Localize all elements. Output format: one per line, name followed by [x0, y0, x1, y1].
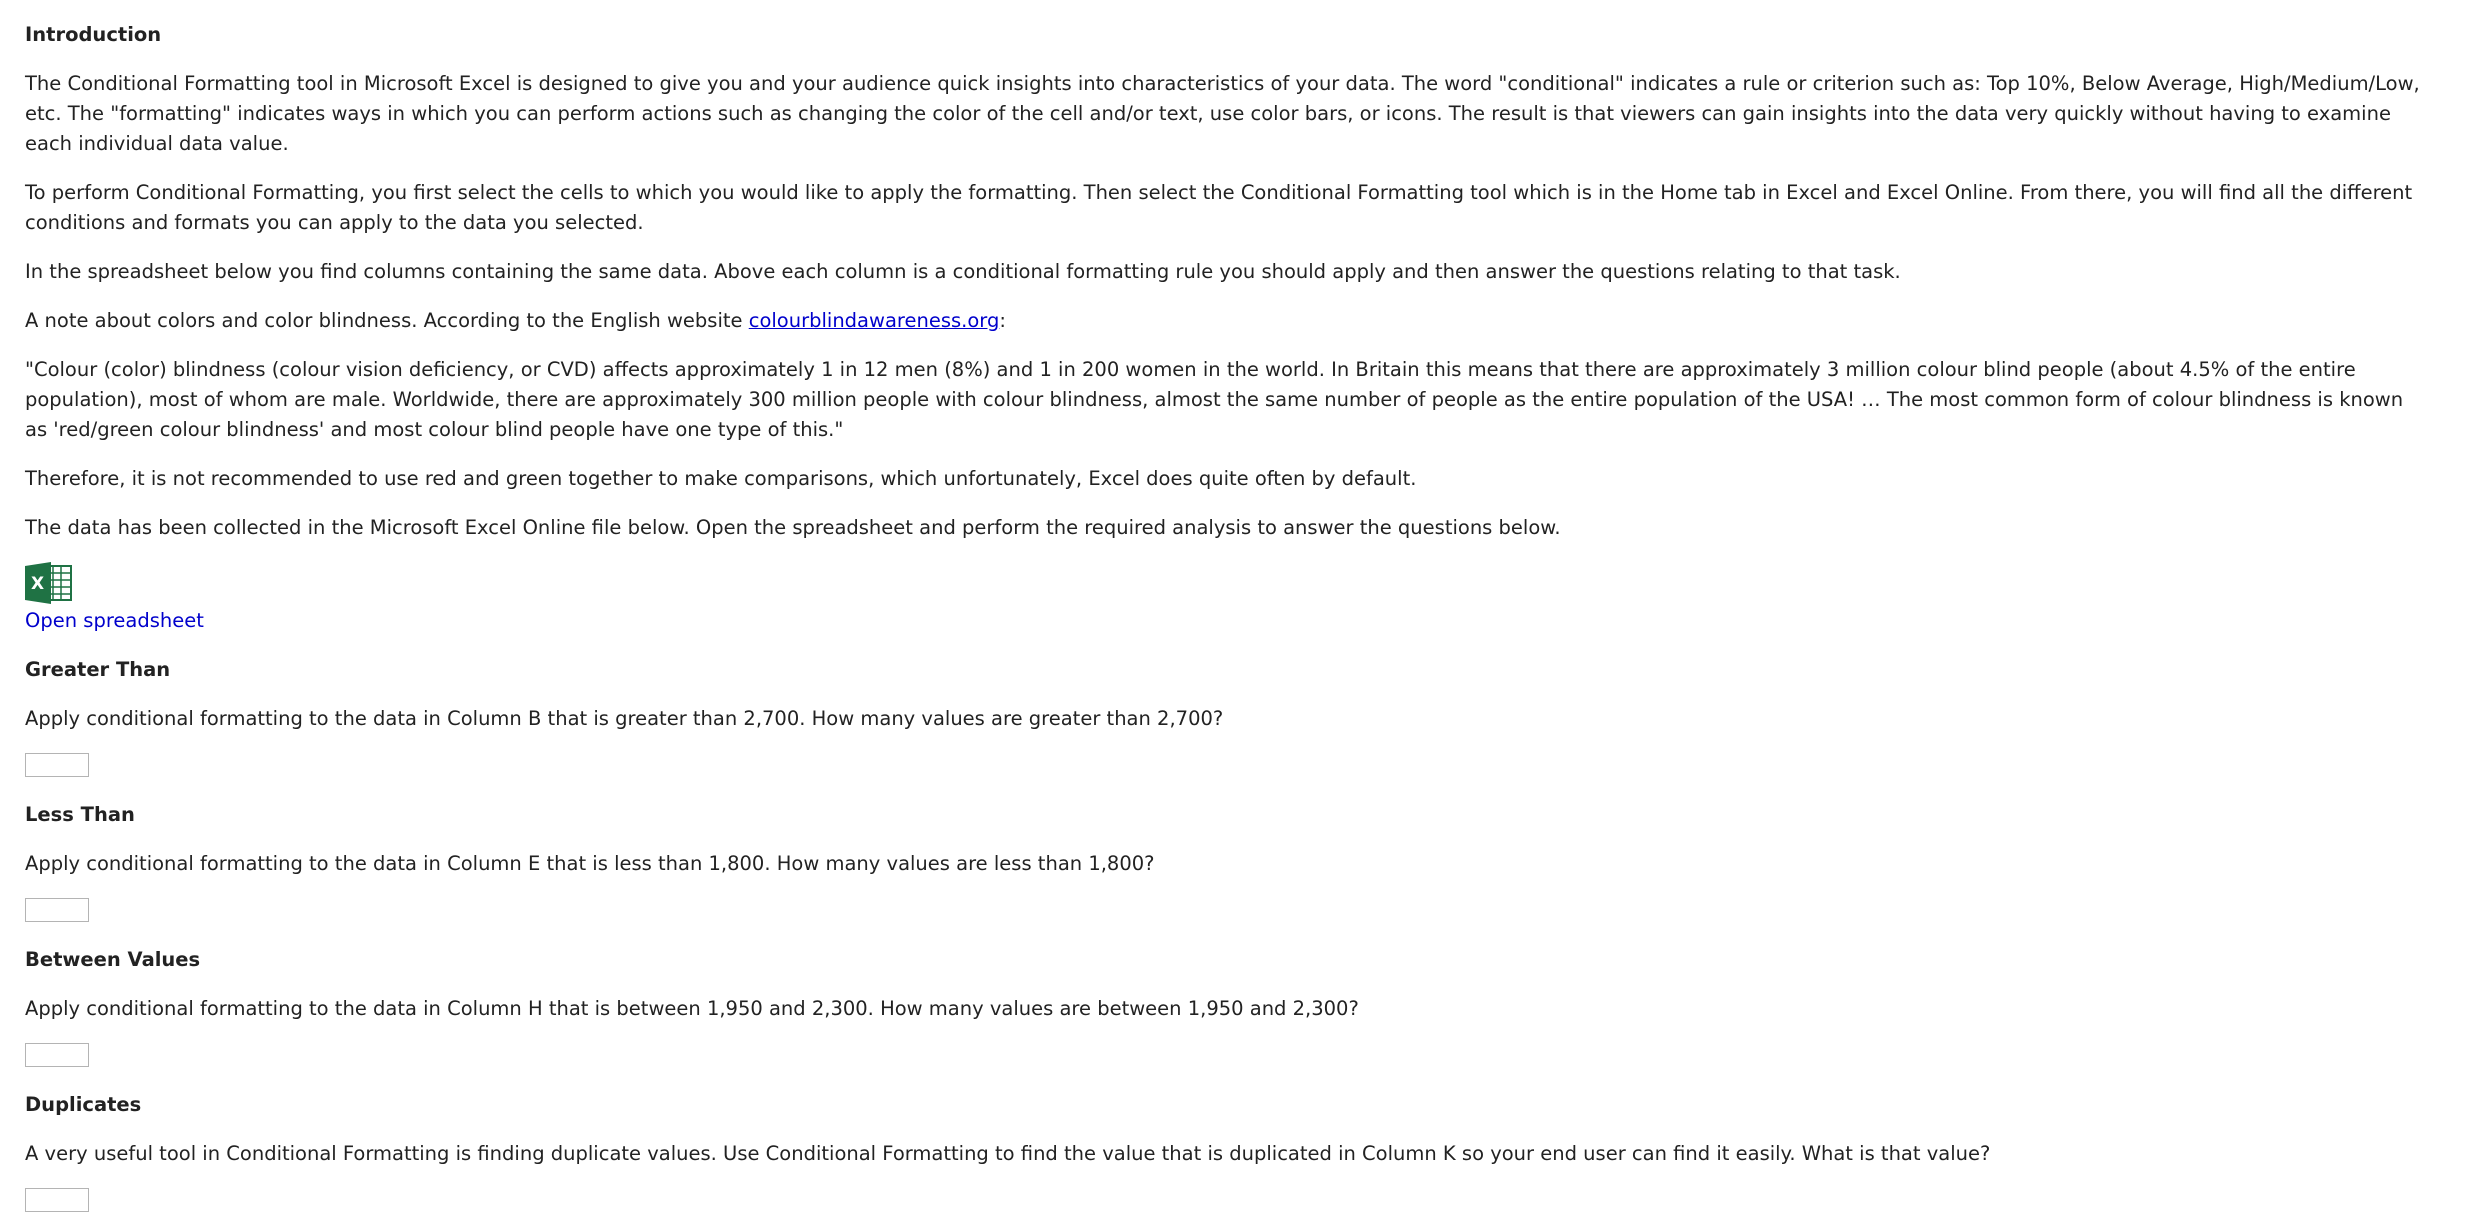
answer-input-greater-than[interactable]: [25, 753, 89, 777]
intro-paragraph-6: The data has been collected in the Microsoft Excel Online file below. Open the spreadsheet and perform the required analysis to answer the questions below.: [25, 516, 1561, 539]
question-between-values: [25, 945, 2420, 1067]
question-text: Apply conditional formatting to the data in Column H that is between 1,950 and 2,300. How many values are between 1,950 and 2,300?: [25, 997, 1359, 1020]
intro-heading: Introduction: [25, 23, 162, 46]
color-note-colon: :: [999, 309, 1006, 332]
color-note-text: A note about colors and color blindness. According to the English website: [25, 309, 749, 332]
open-spreadsheet-link[interactable]: Open spreadsheet: [25, 609, 204, 632]
intro-paragraph-5: Therefore, it is not recommended to use red and green together to make comparisons, which unfortunately, Excel does quite often by default.: [25, 467, 1417, 490]
intro-paragraph-2: To perform Conditional Formatting, you first select the cells to which you would like to apply the formatting. Then select the Conditional Formatting tool which is in the Home tab in Excel and Excel Online. From there, you will find all the different conditions and formats you can apply to the data you selected.: [25, 181, 2413, 234]
question-heading: Greater Than: [25, 658, 171, 681]
spreadsheet-block: [25, 562, 2420, 636]
answer-input-between-values[interactable]: [25, 1043, 89, 1067]
question-less-than: [25, 800, 2420, 922]
excel-icon[interactable]: [25, 562, 73, 604]
question-text: A very useful tool in Conditional Formatting is finding duplicate values. Use Conditional Formatting to find the value that is duplicated in Column K so your end user can find it easily. What is that value?: [25, 1142, 1991, 1165]
intro-paragraph-1: The Conditional Formatting tool in Microsoft Excel is designed to give you and your audience quick insights into characteristics of your data. The word "conditional" indicates a rule or criterion such as: Top 10%, Below Average, High/Medium/Low, etc. The "formatting" indicates ways in which you can perform actions such as changing the color of the cell and/or text, use color bars, or icons. The result is that viewers can gain insights into the data very quickly without having to examine each individual data value.: [25, 72, 2420, 155]
question-heading: Duplicates: [25, 1093, 142, 1116]
question-text: Apply conditional formatting to the data in Column B that is greater than 2,700. How many values are greater than 2,700?: [25, 707, 1224, 730]
colourblindawareness-link[interactable]: colourblindawareness.org: [748, 309, 1000, 332]
question-heading: Between Values: [25, 948, 201, 971]
colour-blindness-quote: "Colour (color) blindness (colour vision deficiency, or CVD) affects approximately 1 in 12 men (8%) and 1 in 200 women in the world. In Britain this means that there are approximately 3 million colour blind people (about 4.5% of the entire population), most of whom are male. Worldwide, there are approximately 300 million people with colour blindness, almost the same number of people as the entire population of the USA! … The most common form of colour blindness is known as 'red/green colour blindness' and most colour blind people have one type of this.": [25, 358, 2404, 441]
answer-input-duplicates[interactable]: [25, 1188, 89, 1212]
excel-icon-letter: X: [30, 574, 45, 594]
answer-input-less-than[interactable]: [25, 898, 89, 922]
intro-paragraph-3: In the spreadsheet below you find columns containing the same data. Above each column is a conditional formatting rule you should apply and then answer the questions relating to that task.: [25, 260, 1901, 283]
question-greater-than: [25, 655, 2420, 777]
question-heading: Less Than: [25, 803, 135, 826]
color-note-paragraph: [25, 306, 2420, 336]
question-text: Apply conditional formatting to the data in Column E that is less than 1,800. How many values are less than 1,800?: [25, 852, 1155, 875]
